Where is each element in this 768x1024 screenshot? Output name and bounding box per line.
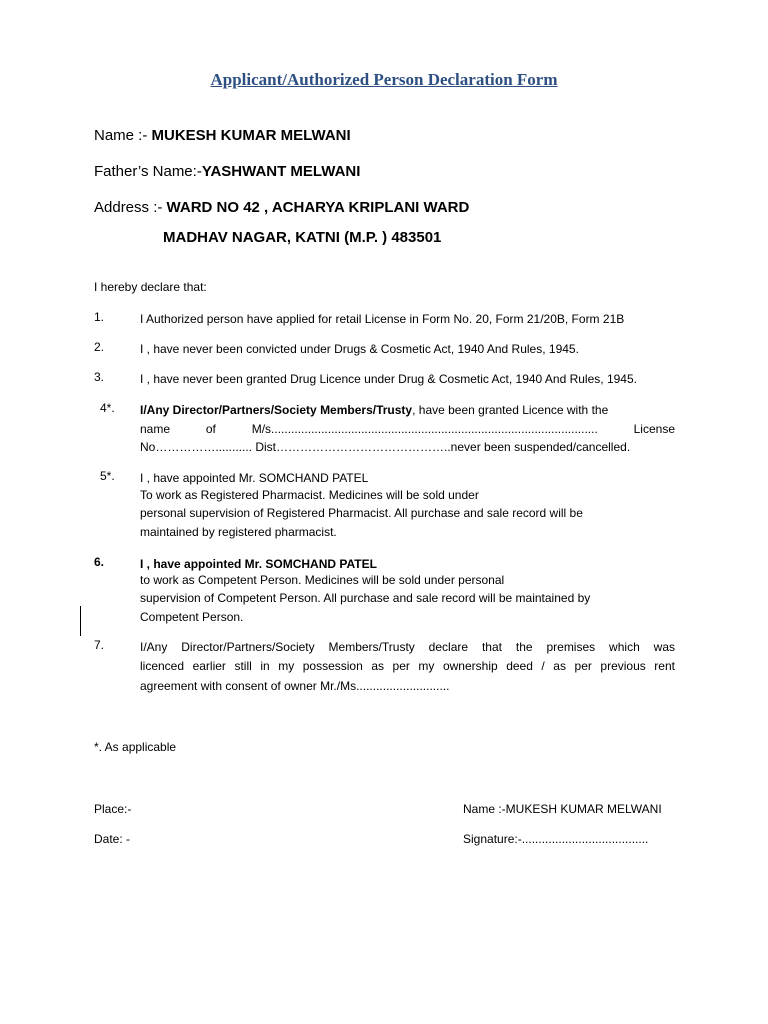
declare-intro: I hereby declare that: — [94, 280, 207, 294]
address-value-1: WARD NO 42 , ACHARYA KRIPLANI WARD — [166, 199, 470, 216]
item-6-line-2: to work as Competent Person. Medicines will be sold under personal — [140, 573, 505, 587]
signature-label: Signature:-...................................... — [463, 832, 649, 846]
item-4-line-1 — [140, 401, 675, 419]
father-value: YASHWANT MELWANI — [201, 163, 361, 180]
item-7-line-2: licenced earlier still in my possession as per my ownership deed / as per previous rent — [140, 659, 675, 673]
item-4-line-2: name of M/s.................................................................................................. License — [140, 422, 675, 436]
item-6-line-3: supervision of Competent Person. All purchase and sale record will be maintained by — [140, 591, 591, 605]
address-line-1 — [94, 199, 469, 216]
applicant-name-line — [94, 127, 351, 144]
address-value-2: MADHAV NAGAR, KATNI (M.P. ) 483501 — [163, 229, 442, 246]
date-label: Date: - — [94, 832, 131, 846]
item-1-text: I Authorized person have applied for retail License in Form No. 20, Form 21/20B, Form 21B — [140, 312, 625, 326]
applicable-note: *. As applicable — [94, 740, 177, 754]
item-3-number: 3. — [94, 370, 105, 384]
item-5-line-1: I , have appointed Mr. SOMCHAND PATEL — [140, 471, 369, 485]
father-name-line — [94, 163, 360, 180]
name-value: MUKESH KUMAR MELWANI — [151, 127, 351, 144]
item-6-number: 6. — [94, 555, 105, 569]
item-4-line-1-rest: , have been granted Licence with the — [412, 403, 609, 417]
item-3-text: I , have never been granted Drug Licence under Drug & Cosmetic Act, 1940 And Rules, 1945. — [140, 372, 637, 386]
item-1-number: 1. — [94, 310, 105, 324]
signatory-name: Name :-MUKESH KUMAR MELWANI — [463, 802, 662, 816]
item-4-number: 4*. — [100, 401, 115, 415]
item-7-line-3: agreement with consent of owner Mr./Ms............................ — [140, 679, 450, 693]
item-5-line-2: To work as Registered Pharmacist. Medicines will be sold under — [140, 488, 479, 502]
item-6-line-1: I , have appointed Mr. SOMCHAND PATEL — [140, 557, 377, 571]
name-label: Name :- — [94, 127, 152, 144]
item-6-line-4: Competent Person. — [140, 610, 244, 624]
item-5-line-3: personal supervision of Registered Pharmacist. All purchase and sale record will be — [140, 506, 583, 520]
item-7-number: 7. — [94, 638, 105, 652]
place-label: Place:- — [94, 802, 132, 816]
form-title: Applicant/Authorized Person Declaration Form — [210, 70, 558, 89]
father-label: Father’s Name:- — [94, 163, 202, 180]
text-cursor — [80, 606, 81, 636]
item-2-number: 2. — [94, 340, 105, 354]
address-line-2 — [163, 229, 441, 246]
item-5-number: 5*. — [100, 469, 115, 483]
item-7-line-1: I/Any Director/Partners/Society Members/Trusty declare that the premises which was — [140, 640, 675, 654]
item-2-text: I , have never been convicted under Drugs & Cosmetic Act, 1940 And Rules, 1945. — [140, 342, 579, 356]
item-4-line-3: No……………........... Dist……………………………………..never been suspended/cancelled. — [140, 440, 631, 454]
address-label: Address :- — [94, 199, 167, 216]
item-5-line-4: maintained by registered pharmacist. — [140, 525, 337, 539]
item-4-bold-text: I/Any Director/Partners/Society Members/Trusty — [140, 403, 413, 417]
